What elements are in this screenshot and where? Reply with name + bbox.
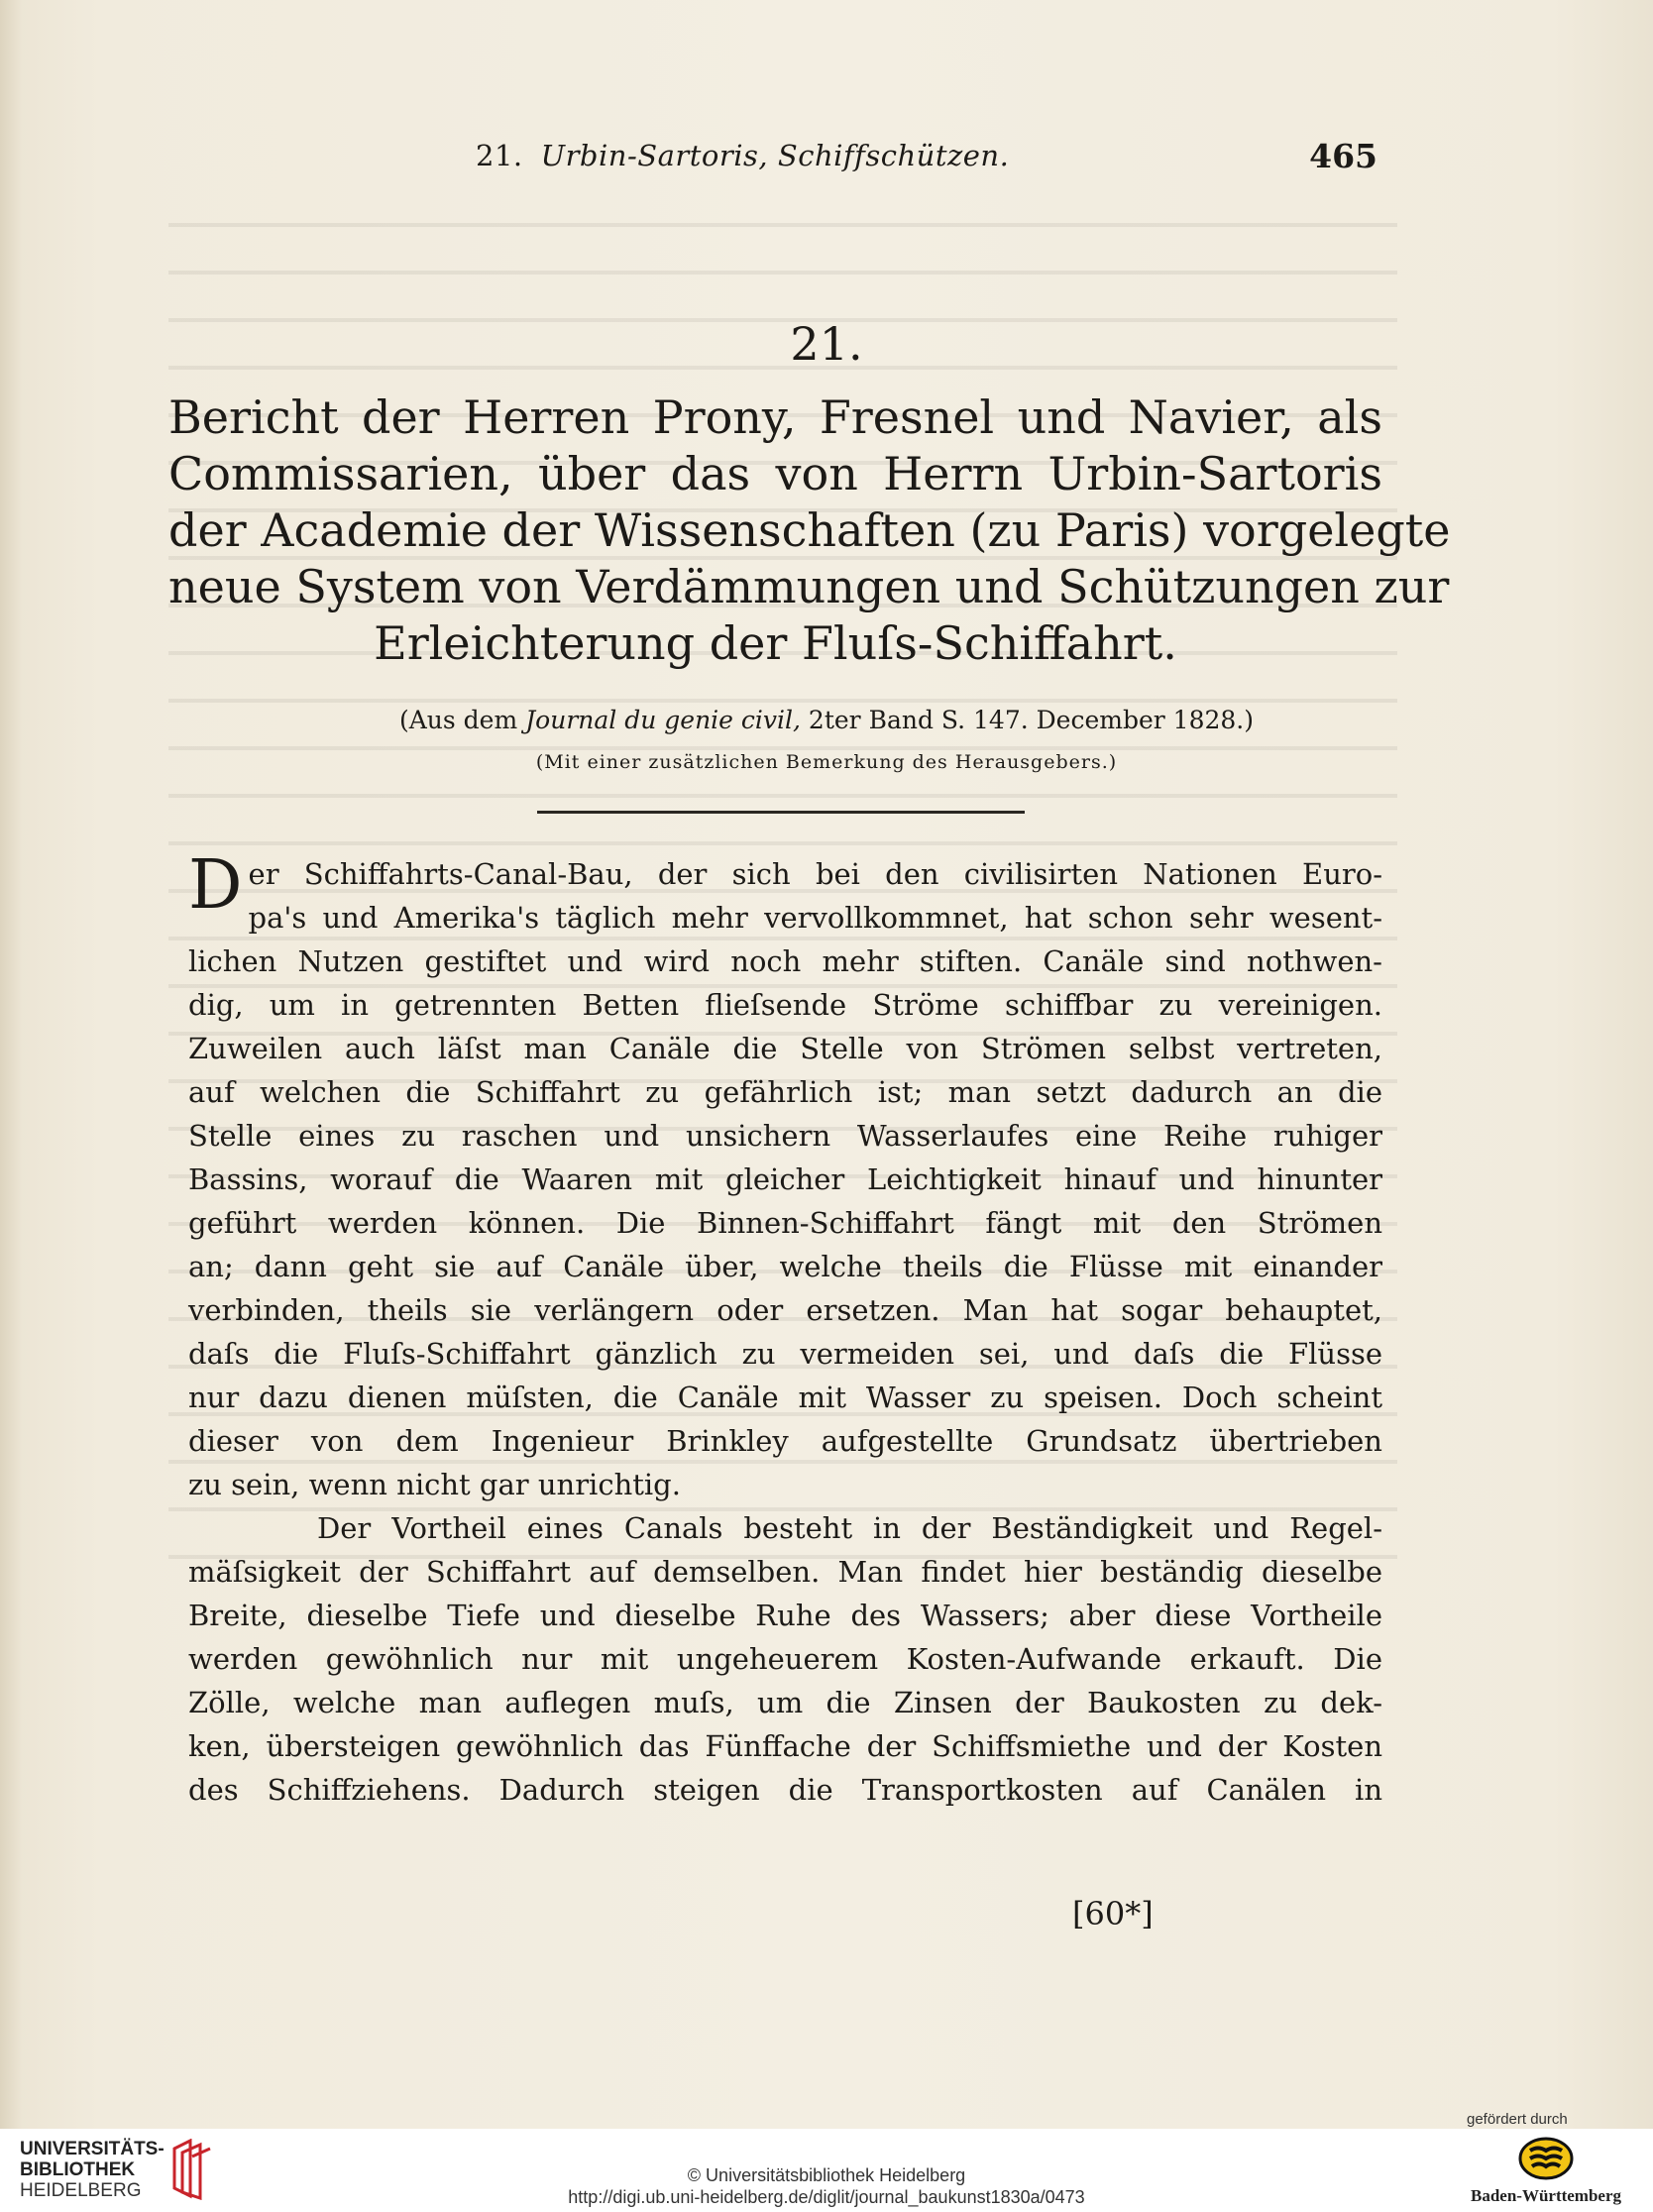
copyright-block [0,2164,1653,2208]
text-line: mäſsigkeit der Schiffahrt auf demselben. Man findet hier beständig dieselbe [188,1555,1382,1589]
library-name-line: UNIVERSITÄTS- [20,2139,165,2159]
source-journal: Journal du genie civil, [525,706,801,734]
text-line: werden gewöhnlich nur mit ungeheuerem Kosten-Aufwande erkauft. Die [188,1642,1382,1676]
running-title-text: Urbin-Sartoris, Schiffschützen. [540,139,1010,172]
running-article-number: 21. [476,139,523,172]
funder-logo[interactable] [1457,2137,1635,2206]
text-line: daſs die Fluſs-Schiffahrt gänzlich zu vermeiden sei, und daſs die Flüsse [188,1337,1382,1371]
text-line: dig, um in getrennten Betten flieſsende Ströme schiffbar zu vereinigen. [188,988,1382,1022]
running-head [178,139,1378,178]
text-line: verbinden, theils sie verlängern oder ersetzen. Man hat sogar behauptet, [188,1293,1382,1327]
text-line: er Schiffahrts-Canal-Bau, der sich bei den civilisirten Nationen Euro- [248,857,1382,891]
library-name-line: BIBLIOTHEK [20,2159,136,2180]
text-line: zu sein, wenn nicht gar unrichtig. [188,1468,681,1501]
funding-label: gefördert durch [1467,2111,1568,2128]
text-line: Breite, dieselbe Tiefe und dieselbe Ruhe des Wassers; aber diese Vortheile [188,1599,1382,1632]
text-line: an; dann geht sie auf Canäle über, welche theils die Flüsse mit einander [188,1250,1382,1283]
drop-cap: D [188,846,243,925]
printer-signature: [60*] [1072,1895,1154,1933]
running-title [476,139,1009,172]
body-text [188,846,1382,1812]
title-line: neue System von Verdämmungen und Schützungen zur [168,560,1450,613]
text-line: ken, übersteigen gewöhnlich das Fünffache der Schiffsmiethe und der Kosten [188,1729,1382,1763]
copyright-text: © Universitätsbibliothek Heidelberg [687,2165,966,2185]
text-line: Zuweilen auch läſst man Canäle die Stelle von Strömen selbst vertreten, [188,1032,1382,1065]
divider-rule [537,811,1025,814]
text-line: geführt werden können. Die Binnen-Schiffahrt fängt mit den Strömen [188,1206,1382,1240]
text-line: pa's und Amerika's täglich mehr vervollkommnet, hat schon sehr wesent- [248,901,1382,935]
funder-name: Baden-Württemberg [1470,2186,1622,2205]
title-line: Commissarien, über das von Herrn Urbin-Sartoris [168,447,1382,500]
title-line: Bericht der Herren Prony, Fresnel und Navier, als [168,390,1382,444]
permalink[interactable]: http://digi.ub.uni-heidelberg.de/diglit/journal_baukunst1830a/0473 [568,2187,1085,2207]
text-line: nur dazu dienen müſsten, die Canäle mit Wasser zu speisen. Doch scheint [188,1381,1382,1414]
article-title [168,389,1451,672]
source-citation [0,706,1653,734]
text-line: dieser von dem Ingenieur Brinkley aufgestellte Grundsatz übertrieben [188,1424,1382,1458]
editor-note: (Mit einer zusätzlichen Bemerkung des Herausgebers.) [535,751,1118,773]
title-line: der Academie der Wissenschaften (zu Paris) vorgelegte [168,503,1451,557]
text-line: Bassins, worauf die Waaren mit gleicher Leichtigkeit hinauf und hinunter [188,1162,1382,1196]
text-line: auf welchen die Schiffahrt zu gefährlich ist; man setzt dadurch an die [188,1075,1382,1109]
text-line: Der Vortheil eines Canals besteht in der Beständigkeit und Regel- [317,1511,1382,1545]
text-line: Stelle eines zu raschen und unsichern Wasserlaufes eine Reihe ruhiger [188,1119,1382,1153]
text-line: lichen Nutzen gestiftet und wird noch mehr stiften. Canäle sind nothwen- [188,944,1382,978]
title-line: Erleichterung der Fluſs-Schiffahrt. [374,616,1177,670]
paragraph-2 [188,1506,1382,1812]
text-line: des Schiffziehens. Dadurch steigen die Transportkosten auf Canälen in [188,1773,1382,1807]
article-number: 21. [790,317,863,371]
library-name-line: HEIDELBERG [20,2180,142,2201]
viewer-footer [0,2129,1653,2212]
page-number: 465 [1309,137,1378,175]
paragraph-1 [188,846,1382,1506]
source-rest: 2ter Band S. 147. December 1828.) [808,706,1254,734]
source-prefix: (Aus dem [398,706,518,734]
coat-of-arms-icon [1518,2137,1574,2180]
text-line: Zölle, welche man auflegen muſs, um die Zinsen der Baukosten zu dek- [188,1686,1382,1719]
